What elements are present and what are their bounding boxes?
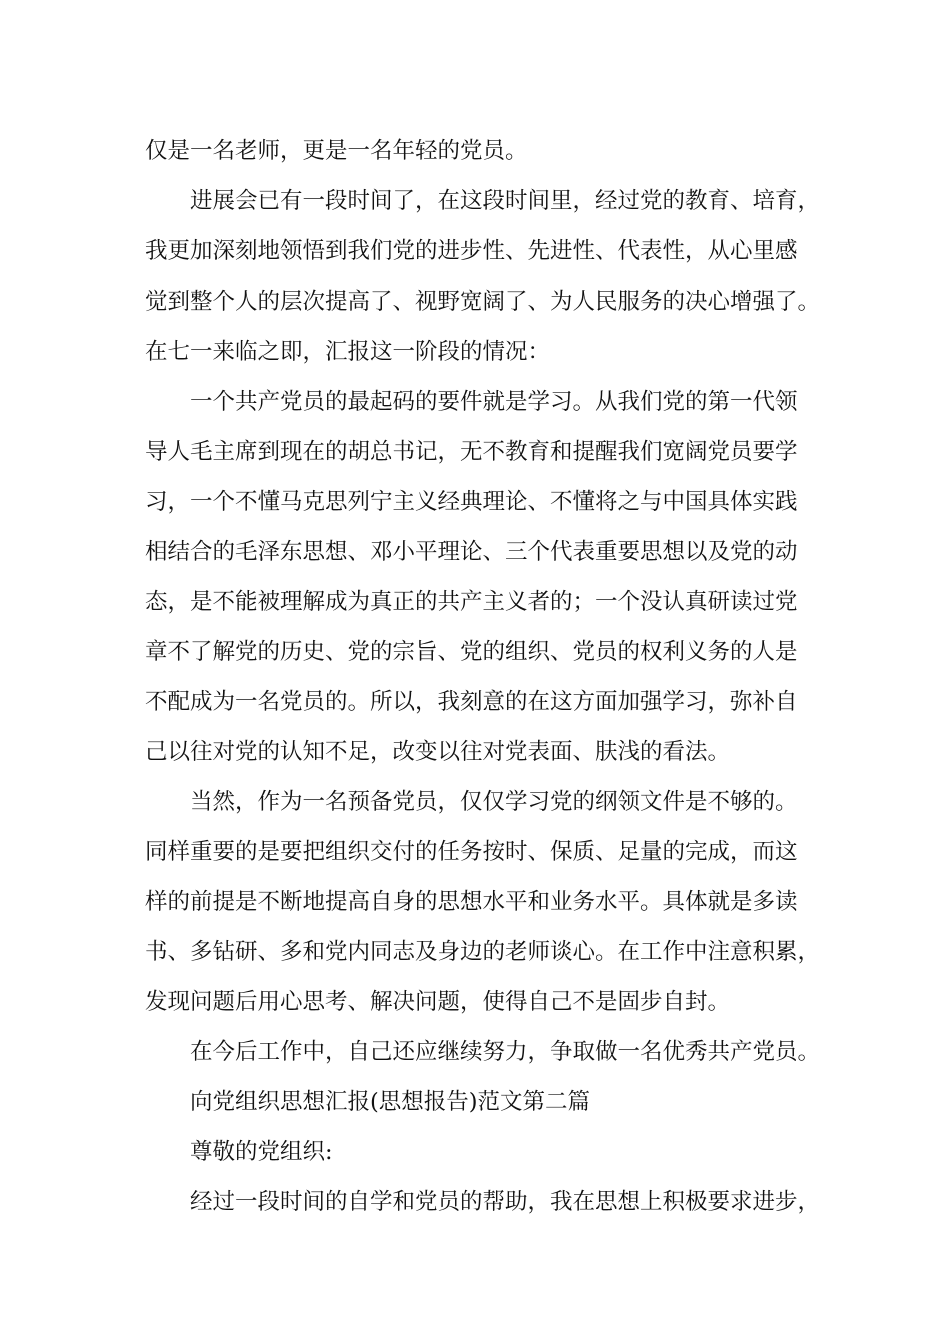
salutation: 尊敬的党组织: — [190, 1139, 333, 1165]
text-line: 导人毛主席到现在的胡总书记，无不教育和提醒我们宽阔党员要学 — [145, 439, 798, 465]
text-line: 在今后工作中，自己还应继续努力，争取做一名优秀共产党员。 — [190, 1039, 821, 1065]
text-line: 当然，作为一名预备党员，仅仅学习党的纲领文件是不够的。 — [190, 789, 798, 815]
text-line: 仅是一名老师，更是一名年轻的党员。 — [145, 138, 528, 164]
text-line: 书、多钻研、多和党内同志及身边的老师谈心。在工作中注意积累， — [145, 939, 821, 965]
text-line: 习，一个不懂马克思列宁主义经典理论、不懂将之与中国具体实践 — [145, 489, 798, 515]
text-line: 相结合的毛泽东思想、邓小平理论、三个代表重要思想以及党的动 — [145, 539, 798, 565]
text-line: 经过一段时间的自学和党员的帮助，我在思想上积极要求进步， — [190, 1189, 821, 1215]
text-line: 态，是不能被理解成为真正的共产主义者的；一个没认真研读过党 — [145, 589, 798, 615]
text-line: 发现问题后用心思考、解决问题，使得自己不是固步自封。 — [145, 989, 731, 1015]
text-line: 觉到整个人的层次提高了、视野宽阔了、为人民服务的决心增强了。 — [145, 289, 821, 315]
text-line: 不配成为一名党员的。所以，我刻意的在这方面加强学习，弥补自 — [145, 689, 798, 715]
text-line: 进展会已有一段时间了，在这段时间里，经过党的教育、培育， — [190, 188, 821, 214]
text-line: 己以往对党的认知不足，改变以往对党表面、肤浅的看法。 — [145, 739, 731, 765]
text-line: 样的前提是不断地提高自身的思想水平和业务水平。具体就是多读 — [145, 889, 798, 915]
text-line: 一个共产党员的最起码的要件就是学习。从我们党的第一代领 — [190, 389, 798, 415]
text-line: 在七一来临之即，汇报这一阶段的情况： — [145, 339, 551, 365]
text-line: 章不了解党的历史、党的宗旨、党的组织、党员的权利义务的人是 — [145, 639, 798, 665]
text-line: 同样重要的是要把组织交付的任务按时、保质、足量的完成，而这 — [145, 839, 798, 865]
text-line: 我更加深刻地领悟到我们党的进步性、先进性、代表性，从心里感 — [145, 238, 798, 264]
section-heading: 向党组织思想汇报(思想报告)范文第二篇 — [190, 1089, 591, 1115]
